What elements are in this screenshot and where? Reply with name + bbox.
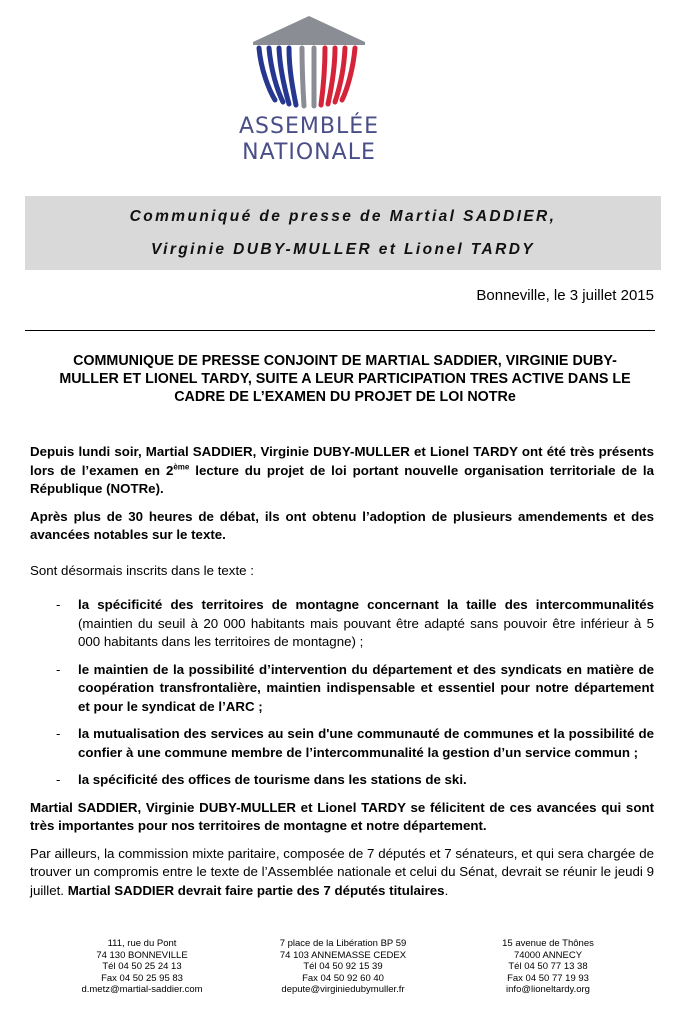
list-item-bold: le maintien de la possibilité d’intervention du département et des syndicats en matière de coopération transfrontalière, maintien indispensable et essentiel pour notre département et pour le syndicat de l’ARC ; (78, 661, 654, 714)
email-link[interactable]: depute@virginiedubymuller.fr (281, 984, 405, 996)
svg-text:ASSEMBLÉE: ASSEMBLÉE (238, 114, 380, 139)
fax-line: Fax 04 50 77 19 93 (507, 972, 589, 984)
divider (25, 330, 655, 331)
phone-line: Tél 04 50 25 24 13 (102, 961, 182, 973)
contact-duby-muller (243, 938, 443, 996)
list-item-text: (maintien du seuil à 20 000 habitants mais pouvant être adapté sans pouvoir être inférieur à 5 000 habitants dans les territoires de montagne) ; (78, 615, 654, 649)
dash-bullet: - (56, 597, 61, 612)
headline (40, 352, 650, 406)
commission-text: Par ailleurs, la commission mixte paritaire, composée de 7 députés et 7 sénateurs, et qui sera chargée de trouver un compromis entre le texte de l’Assemblée nationale et celui du Sénat, devrait se réunir le jeudi 9 juillet. (30, 845, 654, 898)
address-line: 15 avenue de Thônes (502, 938, 594, 949)
commission-end: . (444, 882, 449, 898)
intro-text-part-2: lecture du projet de loi portant nouvelle organisation territoriale de la République (NOTRe). (30, 462, 654, 496)
list-item-bold: la mutualisation des services au sein d'une communauté de communes et la possibilité de confier à une commune membre de l’intercommunalité la gestion d’un service commun ; (78, 726, 654, 760)
contact-saddier (42, 938, 242, 996)
phone-line: Tél 04 50 77 13 38 (508, 961, 588, 973)
body-text (30, 443, 654, 909)
svg-text:NATIONALE: NATIONALE (242, 140, 376, 165)
address-line: 7 place de la Libération BP 59 (279, 938, 407, 949)
amendments-list (30, 596, 654, 790)
banner-title-line-1: Communiqué de presse de Martial SADDIER, (129, 208, 557, 225)
headline-line-2: MULLER ET LIONEL TARDY, SUITE A LEUR PARTICIPATION TRES ACTIVE DANS LE (59, 371, 631, 387)
paragraph-list-intro: Sont désormais inscrits dans le texte : (30, 562, 254, 578)
paragraph-intro (30, 443, 654, 499)
headline-line-3: CADRE DE L’EXAMEN DU PROJET DE LOI NOTRe (174, 389, 516, 405)
list-item-bold: la spécificité des territoires de montagne concernant la taille des intercommunalités (78, 597, 654, 612)
city-line: 74 103 ANNEMASSE CEDEX (279, 949, 407, 961)
city-line: 74 130 BONNEVILLE (96, 949, 188, 961)
city-line: 74000 ANNECY (513, 949, 583, 961)
superscript: ème (173, 462, 190, 472)
email-link[interactable]: d.metz@martial-saddier.com (81, 984, 203, 996)
press-release-banner (25, 196, 661, 270)
banner-title-line-2: Virginie DUBY-MULLER et Lionel TARDY (150, 241, 536, 258)
paragraph-debate: Après plus de 30 heures de débat, ils ont obtenu l’adoption de plusieurs amendements et des avancées notables sur le texte. (30, 508, 654, 542)
list-item-bold: la spécificité des offices de tourisme dans les stations de ski. (78, 772, 467, 787)
fax-line: Fax 04 50 92 60 40 (302, 972, 384, 984)
phone-line: Tél 04 50 92 15 39 (303, 961, 383, 973)
dash-bullet: - (56, 772, 61, 787)
dash-bullet: - (56, 661, 61, 677)
intro-text-part-1: Depuis lundi soir, Martial SADDIER, Virginie DUBY-MULLER et Lionel TARDY ont été très présents lors de l’examen en 2 (30, 444, 654, 478)
hemicycle-icon (217, 8, 402, 166)
address-line: 111, rue du Pont (107, 938, 177, 949)
list-item (30, 661, 654, 717)
assemblee-nationale-logo (217, 8, 402, 166)
headline-line-1: COMMUNIQUE DE PRESSE CONJOINT DE MARTIAL SADDIER, VIRGINIE DUBY- (73, 353, 617, 369)
paragraph-congratulations: Martial SADDIER, Virginie DUBY-MULLER et Lionel TARDY se félicitent de ces avancées qui sont très importantes pour nos territoires de montagne et notre département. (30, 799, 654, 833)
dash-bullet: - (56, 726, 61, 741)
contact-tardy (448, 938, 648, 996)
email-link[interactable]: info@lioneltardy.org (506, 984, 590, 996)
list-item (30, 725, 654, 762)
list-item (30, 596, 654, 652)
fax-line: Fax 04 50 25 95 83 (101, 972, 183, 984)
paragraph-commission (30, 845, 654, 901)
commission-bold: Martial SADDIER devrait faire partie des 7 députés titulaires (67, 882, 445, 898)
list-item (30, 771, 654, 790)
dateline: Bonneville, le 3 juillet 2015 (476, 287, 654, 304)
